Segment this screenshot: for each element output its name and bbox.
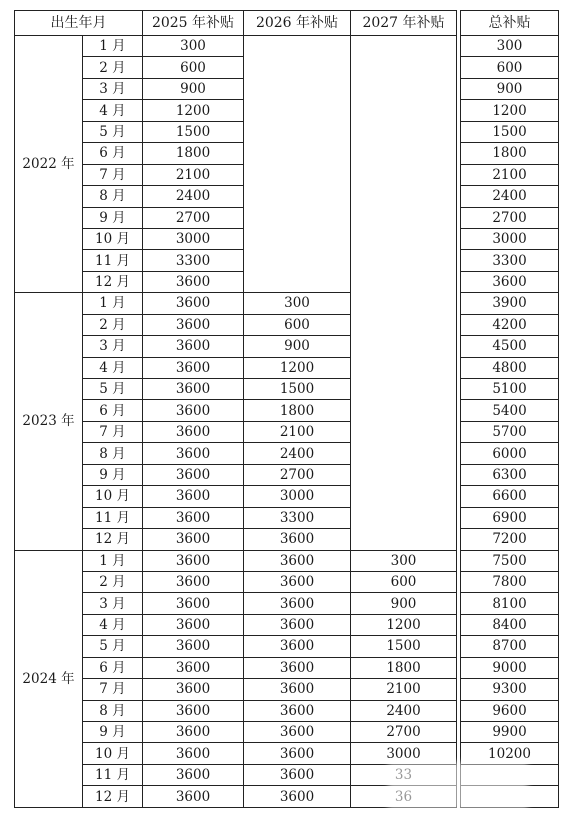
birth-month-cell: 4 月 bbox=[83, 357, 143, 378]
table-row bbox=[15, 550, 559, 571]
birth-month-cell: 8 月 bbox=[83, 443, 143, 464]
subsidy-2025-cell: 3600 bbox=[143, 271, 244, 292]
subsidy-2025-cell: 3600 bbox=[143, 700, 244, 721]
total-subsidy-cell: 6000 bbox=[461, 443, 559, 464]
total-subsidy-cell: 9000 bbox=[461, 657, 559, 678]
subsidy-2027-cell: 2400 bbox=[351, 700, 457, 721]
table-row bbox=[15, 571, 559, 592]
subsidy-2027-cell: 1500 bbox=[351, 636, 457, 657]
table-row bbox=[15, 614, 559, 635]
table-row bbox=[15, 507, 559, 528]
subsidy-2026-cell: 3600 bbox=[244, 614, 351, 635]
total-subsidy-cell: 5100 bbox=[461, 379, 559, 400]
total-subsidy-cell: 600 bbox=[461, 57, 559, 78]
subsidy-2025-cell: 3300 bbox=[143, 250, 244, 271]
birth-month-cell: 11 月 bbox=[83, 764, 143, 785]
birth-month-cell: 1 月 bbox=[83, 293, 143, 314]
total-subsidy-cell: 3900 bbox=[461, 293, 559, 314]
header-2025-subsidy: 2025 年补贴 bbox=[143, 11, 244, 36]
subsidy-2025-cell: 2100 bbox=[143, 164, 244, 185]
subsidy-2026-cell: 3600 bbox=[244, 786, 351, 807]
total-subsidy-cell: 1800 bbox=[461, 143, 559, 164]
subsidy-2026-cell: 1200 bbox=[244, 357, 351, 378]
subsidy-2026-cell: 3600 bbox=[244, 764, 351, 785]
subsidy-2025-cell: 900 bbox=[143, 78, 244, 99]
subsidy-2027-cell: 1200 bbox=[351, 614, 457, 635]
table-row bbox=[15, 700, 559, 721]
total-subsidy-cell: 300 bbox=[461, 36, 559, 57]
subsidy-2025-cell: 3600 bbox=[143, 571, 244, 592]
subsidy-2026-cell: 3000 bbox=[244, 486, 351, 507]
subsidy-2026-cell: 3600 bbox=[244, 700, 351, 721]
subsidy-2025-cell: 3600 bbox=[143, 743, 244, 764]
total-subsidy-cell: 9600 bbox=[461, 700, 559, 721]
subsidy-2025-cell: 600 bbox=[143, 57, 244, 78]
subsidy-2027-cell: 2700 bbox=[351, 722, 457, 743]
total-subsidy-cell: 4500 bbox=[461, 336, 559, 357]
birth-month-cell: 6 月 bbox=[83, 657, 143, 678]
subsidy-2026-cell: 3600 bbox=[244, 529, 351, 550]
subsidy-2025-cell: 3600 bbox=[143, 764, 244, 785]
subsidy-2026-cell: 900 bbox=[244, 336, 351, 357]
birth-month-cell: 7 月 bbox=[83, 164, 143, 185]
total-subsidy-cell: 9900 bbox=[461, 722, 559, 743]
header-birth-month: 出生年月 bbox=[15, 11, 143, 36]
total-subsidy-cell: 3000 bbox=[461, 228, 559, 249]
table-row bbox=[15, 593, 559, 614]
header-row bbox=[15, 11, 559, 36]
header-2026-subsidy: 2026 年补贴 bbox=[244, 11, 351, 36]
subsidy-2026-cell: 2700 bbox=[244, 464, 351, 485]
total-subsidy-cell: 2700 bbox=[461, 207, 559, 228]
birth-month-cell: 3 月 bbox=[83, 593, 143, 614]
total-subsidy-cell: 5400 bbox=[461, 400, 559, 421]
total-subsidy-cell: 9300 bbox=[461, 679, 559, 700]
total-subsidy-cell: 7500 bbox=[461, 550, 559, 571]
subsidy-2026-cell: 3300 bbox=[244, 507, 351, 528]
total-subsidy-cell: 6600 bbox=[461, 486, 559, 507]
birth-month-cell: 10 月 bbox=[83, 228, 143, 249]
subsidy-2025-cell: 2400 bbox=[143, 186, 244, 207]
table-row bbox=[15, 421, 559, 442]
birth-month-cell: 10 月 bbox=[83, 486, 143, 507]
subsidy-2025-cell: 3600 bbox=[143, 379, 244, 400]
total-subsidy-cell: 4800 bbox=[461, 357, 559, 378]
total-subsidy-cell: 8400 bbox=[461, 614, 559, 635]
table-row bbox=[15, 443, 559, 464]
total-subsidy-cell: 7800 bbox=[461, 571, 559, 592]
birth-month-cell: 8 月 bbox=[83, 186, 143, 207]
birth-month-cell: 9 月 bbox=[83, 464, 143, 485]
table-body bbox=[15, 36, 559, 808]
table-row bbox=[15, 486, 559, 507]
subsidy-2026-cell: 2400 bbox=[244, 443, 351, 464]
total-subsidy-cell: 2400 bbox=[461, 186, 559, 207]
subsidy-2026-cell: 1500 bbox=[244, 379, 351, 400]
subsidy-2025-cell: 3600 bbox=[143, 357, 244, 378]
birth-month-cell: 2 月 bbox=[83, 314, 143, 335]
subsidy-2025-cell: 3600 bbox=[143, 529, 244, 550]
subsidy-2026-cell: 1800 bbox=[244, 400, 351, 421]
table-row bbox=[15, 679, 559, 700]
birth-month-cell: 2 月 bbox=[83, 571, 143, 592]
birth-month-cell: 4 月 bbox=[83, 100, 143, 121]
total-subsidy-cell: 1500 bbox=[461, 121, 559, 142]
subsidy-2025-cell: 3600 bbox=[143, 443, 244, 464]
table-row bbox=[15, 722, 559, 743]
total-subsidy-cell: 3300 bbox=[461, 250, 559, 271]
table-row bbox=[15, 464, 559, 485]
birth-year-cell: 2023 年 bbox=[15, 293, 83, 550]
birth-month-cell: 12 月 bbox=[83, 529, 143, 550]
subsidy-2025-cell: 3600 bbox=[143, 614, 244, 635]
header-2027-subsidy: 2027 年补贴 bbox=[351, 11, 457, 36]
subsidy-2027-cell: 1800 bbox=[351, 657, 457, 678]
subsidy-2026-cell: 3600 bbox=[244, 679, 351, 700]
subsidy-2025-cell: 3000 bbox=[143, 228, 244, 249]
subsidy-2026-cell: 3600 bbox=[244, 636, 351, 657]
total-subsidy-cell: 8100 bbox=[461, 593, 559, 614]
total-subsidy-cell: 7200 bbox=[461, 529, 559, 550]
table-row bbox=[15, 314, 559, 335]
table-row bbox=[15, 379, 559, 400]
total-subsidy-cell: 4200 bbox=[461, 314, 559, 335]
subsidy-2025-cell: 3600 bbox=[143, 314, 244, 335]
total-subsidy-cell: 3600 bbox=[461, 271, 559, 292]
birth-month-cell: 12 月 bbox=[83, 271, 143, 292]
total-subsidy-cell: 5700 bbox=[461, 421, 559, 442]
subsidy-2025-cell: 1500 bbox=[143, 121, 244, 142]
subsidy-2027-cell: 2100 bbox=[351, 679, 457, 700]
total-subsidy-cell: 1200 bbox=[461, 100, 559, 121]
birth-month-cell: 7 月 bbox=[83, 421, 143, 442]
subsidy-2027-cell: 600 bbox=[351, 571, 457, 592]
subsidy-2026-cell: 600 bbox=[244, 314, 351, 335]
subsidy-2026-cell: 3600 bbox=[244, 571, 351, 592]
subsidy-2027-cell: 3000 bbox=[351, 743, 457, 764]
table-row bbox=[15, 657, 559, 678]
subsidy-2026-cell: 3600 bbox=[244, 657, 351, 678]
birth-month-cell: 12 月 bbox=[83, 786, 143, 807]
birth-month-cell: 4 月 bbox=[83, 614, 143, 635]
birth-month-cell: 5 月 bbox=[83, 121, 143, 142]
header-total-subsidy: 总补贴 bbox=[461, 11, 559, 36]
subsidy-2025-cell: 3600 bbox=[143, 636, 244, 657]
subsidy-2027-cell: 900 bbox=[351, 593, 457, 614]
subsidy-2026-cell: 300 bbox=[244, 293, 351, 314]
table-row bbox=[15, 357, 559, 378]
subsidy-2025-cell: 2700 bbox=[143, 207, 244, 228]
birth-month-cell: 9 月 bbox=[83, 722, 143, 743]
birth-month-cell: 5 月 bbox=[83, 379, 143, 400]
subsidy-2027-empty-cell bbox=[351, 36, 457, 551]
birth-month-cell: 11 月 bbox=[83, 507, 143, 528]
subsidy-2025-cell: 300 bbox=[143, 36, 244, 57]
subsidy-2025-cell: 1200 bbox=[143, 100, 244, 121]
subsidy-2025-cell: 3600 bbox=[143, 336, 244, 357]
subsidy-2025-cell: 3600 bbox=[143, 550, 244, 571]
total-subsidy-cell: 6300 bbox=[461, 464, 559, 485]
birth-month-cell: 3 月 bbox=[83, 78, 143, 99]
table-row bbox=[15, 293, 559, 314]
birth-month-cell: 6 月 bbox=[83, 143, 143, 164]
subsidy-2026-cell: 3600 bbox=[244, 550, 351, 571]
subsidy-2026-cell: 3600 bbox=[244, 722, 351, 743]
subsidy-table bbox=[14, 10, 559, 808]
birth-month-cell: 5 月 bbox=[83, 636, 143, 657]
subsidy-2025-cell: 3600 bbox=[143, 400, 244, 421]
birth-month-cell: 11 月 bbox=[83, 250, 143, 271]
total-subsidy-cell: 2100 bbox=[461, 164, 559, 185]
total-subsidy-cell: 6900 bbox=[461, 507, 559, 528]
subsidy-2025-cell: 3600 bbox=[143, 293, 244, 314]
watermark-blur bbox=[388, 762, 528, 810]
subsidy-2026-empty-cell bbox=[244, 36, 351, 293]
table-row bbox=[15, 636, 559, 657]
birth-month-cell: 1 月 bbox=[83, 36, 143, 57]
total-subsidy-cell: 8700 bbox=[461, 636, 559, 657]
subsidy-2025-cell: 3600 bbox=[143, 486, 244, 507]
subsidy-2026-cell: 2100 bbox=[244, 421, 351, 442]
birth-month-cell: 7 月 bbox=[83, 679, 143, 700]
birth-month-cell: 3 月 bbox=[83, 336, 143, 357]
total-subsidy-cell: 900 bbox=[461, 78, 559, 99]
subsidy-2026-cell: 3600 bbox=[244, 743, 351, 764]
subsidy-2025-cell: 1800 bbox=[143, 143, 244, 164]
subsidy-2025-cell: 3600 bbox=[143, 722, 244, 743]
subsidy-2025-cell: 3600 bbox=[143, 657, 244, 678]
subsidy-2027-cell: 300 bbox=[351, 550, 457, 571]
birth-year-cell: 2024 年 bbox=[15, 550, 83, 807]
birth-month-cell: 8 月 bbox=[83, 700, 143, 721]
subsidy-2025-cell: 3600 bbox=[143, 421, 244, 442]
subsidy-2025-cell: 3600 bbox=[143, 593, 244, 614]
birth-month-cell: 6 月 bbox=[83, 400, 143, 421]
subsidy-2025-cell: 3600 bbox=[143, 464, 244, 485]
table-row bbox=[15, 400, 559, 421]
subsidy-2025-cell: 3600 bbox=[143, 786, 244, 807]
total-subsidy-cell: 10200 bbox=[461, 743, 559, 764]
birth-month-cell: 9 月 bbox=[83, 207, 143, 228]
birth-year-cell: 2022 年 bbox=[15, 36, 83, 293]
table-row bbox=[15, 36, 559, 57]
table-row bbox=[15, 336, 559, 357]
subsidy-2025-cell: 3600 bbox=[143, 679, 244, 700]
table-row bbox=[15, 529, 559, 550]
birth-month-cell: 10 月 bbox=[83, 743, 143, 764]
subsidy-2026-cell: 3600 bbox=[244, 593, 351, 614]
birth-month-cell: 1 月 bbox=[83, 550, 143, 571]
birth-month-cell: 2 月 bbox=[83, 57, 143, 78]
subsidy-2025-cell: 3600 bbox=[143, 507, 244, 528]
